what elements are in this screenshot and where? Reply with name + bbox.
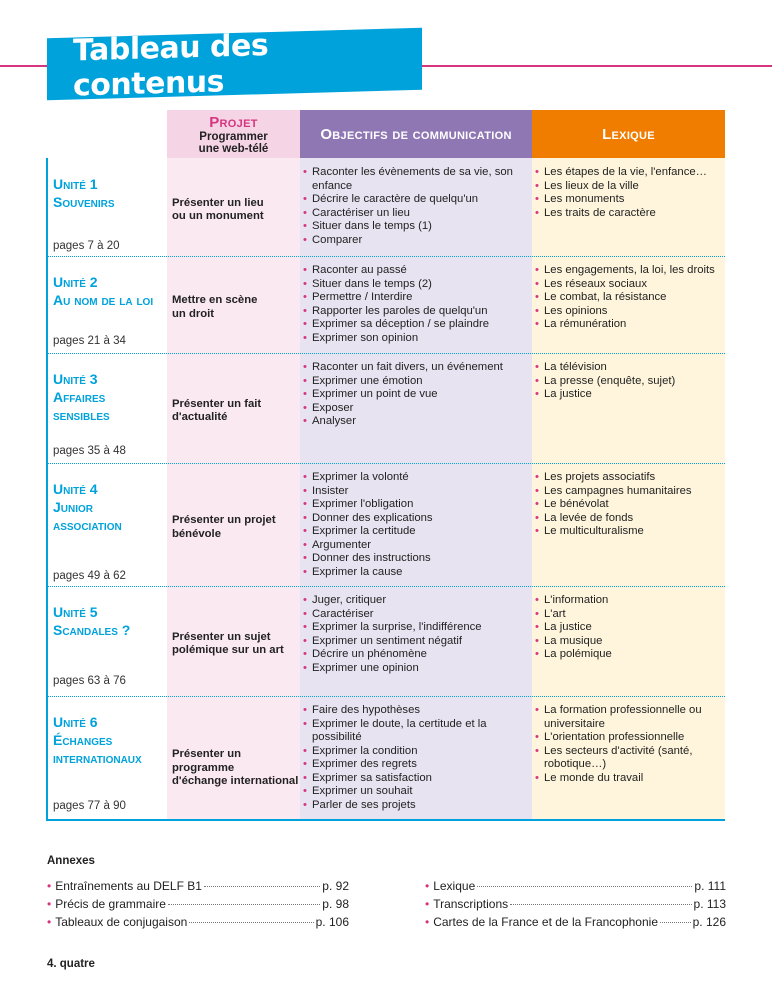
unit-name: Échanges <box>53 732 113 748</box>
lexique-item: • L'information <box>535 594 720 608</box>
annex-item <box>47 913 349 931</box>
objectif-item: • Donner des instructions <box>303 552 528 566</box>
unit-cell <box>53 273 168 353</box>
bullet-icon: • <box>47 879 52 893</box>
lexique-list <box>535 704 720 785</box>
bullet-icon: • <box>425 897 430 911</box>
lexique-item: • La polémique <box>535 648 720 662</box>
objectif-item: • Caractériser un lieu <box>303 207 528 221</box>
objectif-item: • Argumenter <box>303 539 528 553</box>
annex-label: Cartes de la France et de la Francophonie <box>433 915 658 929</box>
projet-line: Présenter un projet <box>172 514 276 526</box>
objectif-item: • Juger, critiquer <box>303 594 528 608</box>
lexique-item: • Les lieux de la ville <box>535 180 720 194</box>
objectifs-list <box>303 361 528 429</box>
annex-page: p. 113 <box>693 897 726 911</box>
unit-label: Unité 1 <box>53 176 98 192</box>
unit-name: Au nom de la loi <box>53 292 154 308</box>
leader-dots <box>510 904 691 905</box>
header-lexique-label: Lexique <box>602 125 655 143</box>
annex-label: Transcriptions <box>433 897 509 911</box>
objectif-item: • Comparer <box>303 234 528 248</box>
projet-line: bénévole <box>172 527 221 540</box>
row-separator <box>48 586 725 587</box>
lexique-list <box>535 264 720 332</box>
lexique-item: • Les étapes de la vie, l'enfance… <box>535 166 720 180</box>
annex-item <box>425 913 726 931</box>
unit-name: internationaux <box>53 750 142 766</box>
table-row <box>48 353 725 463</box>
unit-label: Unité 4 <box>53 481 98 497</box>
unit-pages: pages 49 à 62 <box>53 570 126 582</box>
annexes-list-right <box>425 877 726 931</box>
unit-name: Souvenirs <box>53 194 115 210</box>
header-projet <box>167 110 300 158</box>
objectif-item: • Parler de ses projets <box>303 799 528 813</box>
projet-cell <box>172 197 300 224</box>
objectif-item: • Faire des hypothèses <box>303 704 528 718</box>
page-title: Tableau des contenus <box>73 28 269 104</box>
lexique-item: • Les réseaux sociaux <box>535 278 720 292</box>
objectif-item: • Exprimer un point de vue <box>303 388 528 402</box>
leader-dots <box>660 922 691 923</box>
table-row <box>48 463 725 586</box>
lexique-item: • Le combat, la résistance <box>535 291 720 305</box>
objectif-item: • Insister <box>303 485 528 499</box>
lexique-item: • La rémunération <box>535 318 720 332</box>
header-objectifs-label: Objectifs de communication <box>320 125 512 143</box>
objectif-item: • Caractériser <box>303 608 528 622</box>
objectif-item: • Exprimer un sentiment négatif <box>303 635 528 649</box>
unit-pages: pages 21 à 34 <box>53 335 126 347</box>
unit-pages: pages 63 à 76 <box>53 675 126 687</box>
projet-line: Présenter un fait <box>172 397 262 410</box>
leader-dots <box>477 886 692 887</box>
leader-dots <box>204 886 320 887</box>
annex-label: Tableaux de conjugaison <box>55 915 188 929</box>
leader-dots <box>168 904 320 905</box>
objectif-item: • Exprimer une émotion <box>303 375 528 389</box>
lexique-item: • La musique <box>535 635 720 649</box>
projet-line: ou un monument <box>172 210 264 222</box>
objectif-item: • Exprimer la cause <box>303 566 528 580</box>
annex-page: p. 126 <box>692 915 726 929</box>
table-row <box>48 696 725 821</box>
objectif-item: • Décrire le caractère de quelqu'un <box>303 193 528 207</box>
lexique-item: • La formation professionnelle ou universitaire <box>535 704 720 731</box>
objectif-item: • Exprimer la surprise, l'indifférence <box>303 621 528 635</box>
unit-cell <box>53 480 168 586</box>
annex-label: Entraînements au DELF B1 <box>55 879 202 893</box>
header-projet-label: Projet <box>209 114 258 131</box>
lexique-item: • La justice <box>535 621 720 635</box>
unit-label: Unité 2 <box>53 274 98 290</box>
lexique-item: • Le multiculturalisme <box>535 525 720 539</box>
lexique-item: • La presse (enquête, sujet) <box>535 375 720 389</box>
objectif-item: • Exprimer son opinion <box>303 332 528 346</box>
lexique-item: • Les secteurs d'activité (santé, robotique…) <box>535 745 720 772</box>
leader-dots <box>189 922 313 923</box>
projet-cell <box>172 398 300 425</box>
objectif-item: • Permettre / Interdire <box>303 291 528 305</box>
projet-line: polémique sur un art <box>172 644 284 656</box>
objectif-item: • Décrire un phénomène <box>303 648 528 662</box>
unit-cell <box>53 713 168 821</box>
objectifs-list <box>303 704 528 812</box>
lexique-item: • Le monde du travail <box>535 772 720 786</box>
lexique-item: • Le bénévolat <box>535 498 720 512</box>
lexique-item: • L'art <box>535 608 720 622</box>
title-banner <box>47 28 422 104</box>
unit-label: Unité 3 <box>53 371 98 387</box>
unit-cell <box>53 370 168 463</box>
lexique-item: • Les projets associatifs <box>535 471 720 485</box>
unit-name: Scandales ? <box>53 622 131 638</box>
annex-item <box>47 895 349 913</box>
annex-item <box>425 895 726 913</box>
annex-page: p. 106 <box>315 915 349 929</box>
objectifs-list <box>303 264 528 345</box>
objectif-item: • Exprimer une opinion <box>303 662 528 676</box>
unit-label: Unité 6 <box>53 714 98 730</box>
lexique-item: • La justice <box>535 388 720 402</box>
annex-page: p. 111 <box>694 879 726 893</box>
objectif-item: • Exprimer sa déception / se plaindre <box>303 318 528 332</box>
projet-line: d'échange international <box>172 775 299 787</box>
annex-item <box>47 877 349 895</box>
objectif-item: • Exprimer l'obligation <box>303 498 528 512</box>
objectif-item: • Exprimer la condition <box>303 745 528 759</box>
table-row <box>48 586 725 696</box>
projet-line: Présenter un lieu <box>172 196 264 209</box>
objectifs-list <box>303 166 528 247</box>
projet-line: un droit <box>172 307 215 320</box>
objectif-item: • Raconter un fait divers, un événement <box>303 361 528 375</box>
header-projet-sub2: une web-télé <box>198 143 269 155</box>
lexique-list <box>535 594 720 662</box>
unit-pages: pages 7 à 20 <box>53 240 120 252</box>
projet-cell <box>172 514 300 541</box>
lexique-item: • Les opinions <box>535 305 720 319</box>
unit-name: Affaires <box>53 389 106 405</box>
unit-cell <box>53 603 168 696</box>
annex-item <box>425 877 726 895</box>
lexique-list <box>535 361 720 402</box>
lexique-list <box>535 471 720 539</box>
lexique-item: • Les campagnes humanitaires <box>535 485 720 499</box>
bullet-icon: • <box>425 915 430 929</box>
projet-line: d'actualité <box>172 411 228 423</box>
objectif-item: • Donner des explications <box>303 512 528 526</box>
table-row <box>48 158 725 256</box>
objectif-item: • Situer dans le temps (2) <box>303 278 528 292</box>
lexique-item: • La levée de fonds <box>535 512 720 526</box>
objectif-item: • Exprimer la certitude <box>303 525 528 539</box>
objectifs-list <box>303 594 528 675</box>
lexique-item: • L'orientation professionnelle <box>535 731 720 745</box>
table-row <box>48 256 725 353</box>
unit-name: Junior <box>53 499 94 515</box>
objectifs-list <box>303 471 528 579</box>
annex-page: p. 92 <box>322 879 349 893</box>
objectif-item: • Exprimer le doute, la certitude et la possibilité <box>303 718 528 745</box>
bullet-icon: • <box>47 897 52 911</box>
objectif-item: • Exprimer la volonté <box>303 471 528 485</box>
bullet-icon: • <box>47 915 52 929</box>
projet-cell <box>172 631 300 658</box>
projet-line: Présenter un sujet <box>172 630 271 643</box>
header-projet-sub1: Programmer <box>199 131 268 143</box>
annex-label: Lexique <box>433 879 476 893</box>
objectif-item: • Exprimer un souhait <box>303 785 528 799</box>
bullet-icon: • <box>425 879 430 893</box>
projet-line: Mettre en scène <box>172 294 258 306</box>
row-separator <box>48 353 725 354</box>
unit-cell <box>53 175 168 256</box>
unit-name: association <box>53 517 122 533</box>
lexique-item: • Les engagements, la loi, les droits <box>535 264 720 278</box>
page-footer: 4. quatre <box>47 958 95 970</box>
row-separator <box>48 256 725 257</box>
unit-pages: pages 35 à 48 <box>53 445 126 457</box>
objectif-item: • Situer dans le temps (1) <box>303 220 528 234</box>
lexique-item: • Les traits de caractère <box>535 207 720 221</box>
objectif-item: • Exprimer sa satisfaction <box>303 772 528 786</box>
lexique-item: • Les monuments <box>535 193 720 207</box>
annex-label: Précis de grammaire <box>55 897 166 911</box>
projet-cell <box>172 748 300 789</box>
lexique-item: • La télévision <box>535 361 720 375</box>
unit-pages: pages 77 à 90 <box>53 800 126 812</box>
projet-cell <box>172 294 300 321</box>
lexique-list <box>535 166 720 220</box>
annex-page: p. 98 <box>322 897 349 911</box>
annexes-title: Annexes <box>47 855 95 867</box>
annexes-list-left <box>47 877 349 931</box>
header-objectifs <box>300 110 532 158</box>
row-separator <box>48 696 725 697</box>
objectif-item: • Analyser <box>303 415 528 429</box>
objectif-item: • Raconter les évènements de sa vie, son enfance <box>303 166 528 193</box>
objectif-item: • Rapporter les paroles de quelqu'un <box>303 305 528 319</box>
row-separator <box>48 463 725 464</box>
objectif-item: • Exprimer des regrets <box>303 758 528 772</box>
unit-name: sensibles <box>53 407 110 423</box>
header-lexique <box>532 110 725 158</box>
objectif-item: • Exposer <box>303 402 528 416</box>
unit-label: Unité 5 <box>53 604 98 620</box>
objectif-item: • Raconter au passé <box>303 264 528 278</box>
projet-line: Présenter un programme <box>172 748 242 774</box>
